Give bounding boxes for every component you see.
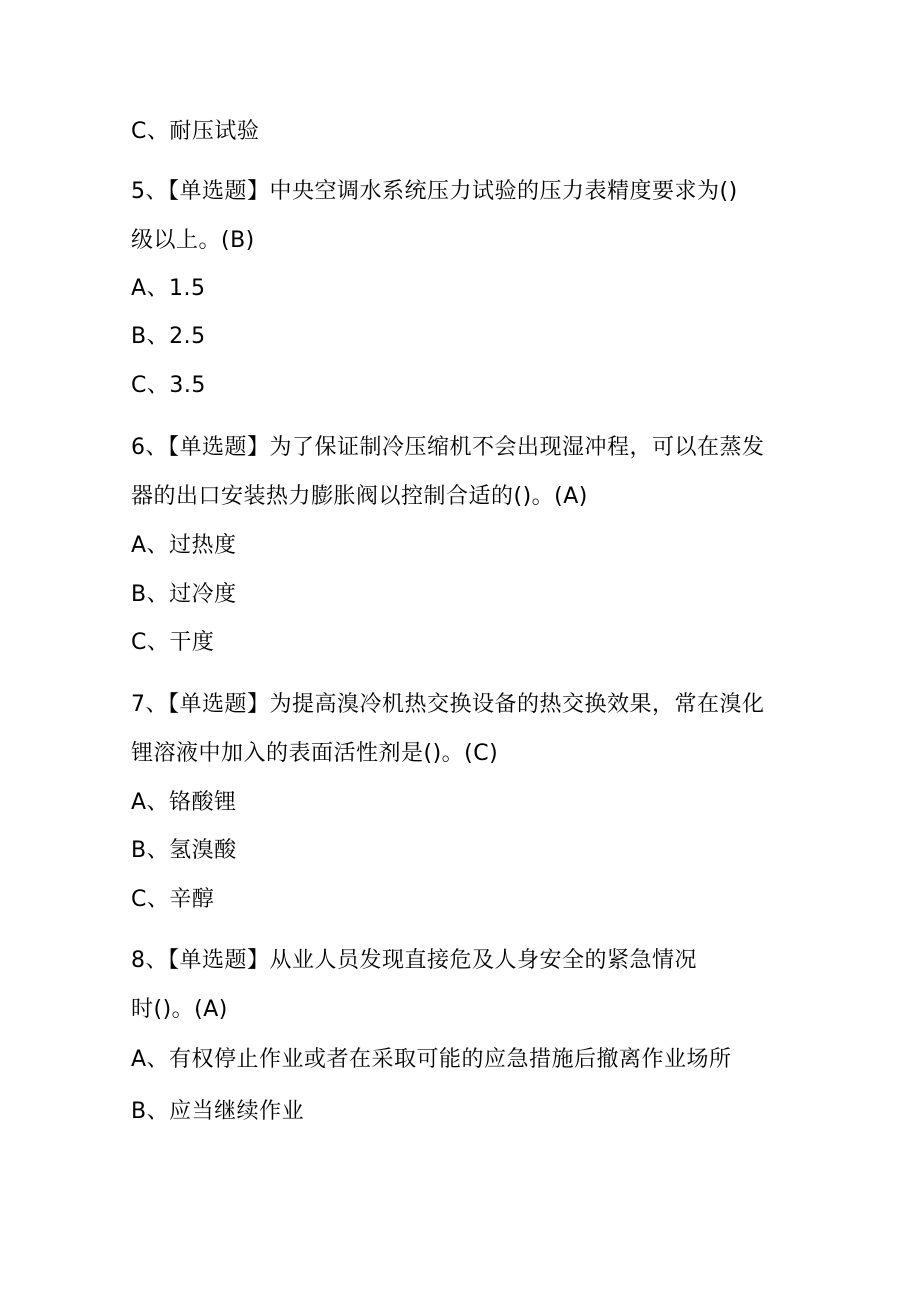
q7-question-line-1: 7、【单选题】为提高溴冷机热交换设备的热交换效果，常在溴化	[131, 692, 765, 717]
q7-question-line-2: 锂溶液中加入的表面活性剂是()。(C)	[131, 741, 499, 766]
q8-question-line-1: 8、【单选题】从业人员发现直接危及人身安全的紧急情况	[131, 948, 697, 973]
q7-option-c: C、辛醇	[131, 887, 215, 912]
q7-option-a: A、铬酸锂	[131, 790, 237, 815]
q5-option-b: B、2.5	[131, 324, 206, 349]
q4-option-c: C、耐压试验	[131, 119, 260, 144]
q8-option-b: B、应当继续作业	[131, 1099, 305, 1124]
q7-option-b: B、氢溴酸	[131, 838, 237, 863]
q6-question-line-1: 6、【单选题】为了保证制冷压缩机不会出现湿冲程，可以在蒸发	[131, 435, 765, 460]
q5-option-c: C、3.5	[131, 373, 206, 398]
q6-option-a: A、过热度	[131, 533, 237, 558]
q8-option-a: A、有权停止作业或者在采取可能的应急措施后撤离作业场所	[131, 1047, 732, 1072]
q5-question-line-2: 级以上。(B)	[131, 228, 255, 253]
q5-question-line-1: 5、【单选题】中央空调水系统压力试验的压力表精度要求为()	[131, 179, 738, 204]
q6-option-c: C、干度	[131, 630, 215, 655]
q6-question-line-2: 器的出口安装热力膨胀阀以控制合适的()。(A)	[131, 484, 588, 509]
q8-question-line-2: 时()。(A)	[131, 997, 228, 1022]
q6-option-b: B、过冷度	[131, 582, 237, 607]
q5-option-a: A、1.5	[131, 276, 206, 301]
